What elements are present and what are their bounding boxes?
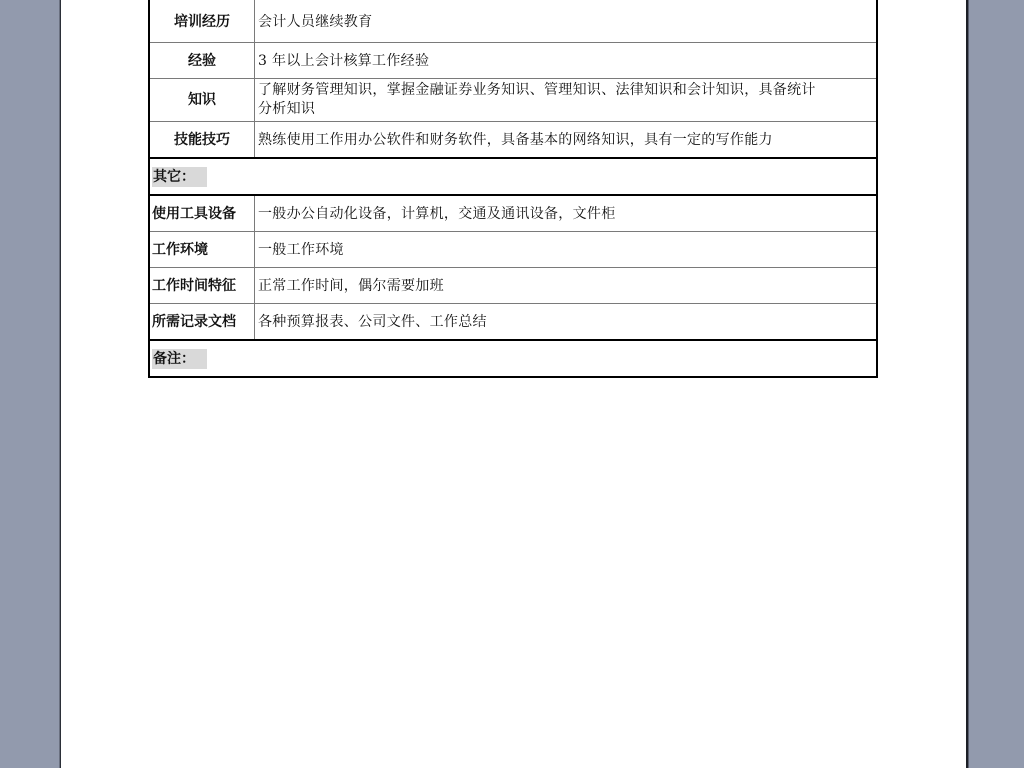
row-label-experience: 经验	[149, 43, 255, 79]
row-value-environment: 一般工作环境	[255, 232, 878, 268]
row-label-knowledge: 知识	[149, 79, 255, 122]
row-value-training: 会计人员继续教育	[255, 0, 878, 43]
table-row	[149, 232, 877, 268]
section-label-other: 其它：	[152, 167, 207, 187]
table-row	[149, 122, 877, 159]
section-label-notes: 备注：	[152, 349, 207, 369]
row-label-documents: 所需记录文档	[149, 304, 255, 341]
row-value-work-time: 正常工作时间，偶尔需要加班	[255, 268, 878, 304]
row-label-training: 培训经历	[149, 0, 255, 43]
row-label-skills: 技能技巧	[149, 122, 255, 159]
section-row-notes	[149, 340, 877, 377]
table-row	[149, 79, 877, 122]
row-value-experience: 3 年以上会计核算工作经验	[255, 43, 878, 79]
knowledge-line-2: 分析知识	[258, 101, 316, 117]
row-label-environment: 工作环境	[149, 232, 255, 268]
document-page	[60, 0, 968, 768]
row-value-documents: 各种预算报表、公司文件、工作总结	[255, 304, 878, 341]
row-value-skills: 熟练使用工作用办公软件和财务软件，具备基本的网络知识，具有一定的写作能力	[255, 122, 878, 159]
row-value-equipment: 一般办公自动化设备，计算机，交通及通讯设备，文件柜	[255, 195, 878, 232]
row-label-equipment: 使用工具设备	[149, 195, 255, 232]
row-value-knowledge	[255, 79, 878, 122]
section-row-other	[149, 158, 877, 195]
table-row	[149, 268, 877, 304]
knowledge-line-1: 了解财务管理知识，掌握金融证券业务知识、管理知识、法律知识和会计知识，具备统计	[258, 82, 816, 98]
table-row	[149, 195, 877, 232]
table-row	[149, 0, 877, 43]
table-row	[149, 43, 877, 79]
row-label-work-time: 工作时间特征	[149, 268, 255, 304]
table-row	[149, 304, 877, 341]
job-description-table	[148, 0, 878, 378]
